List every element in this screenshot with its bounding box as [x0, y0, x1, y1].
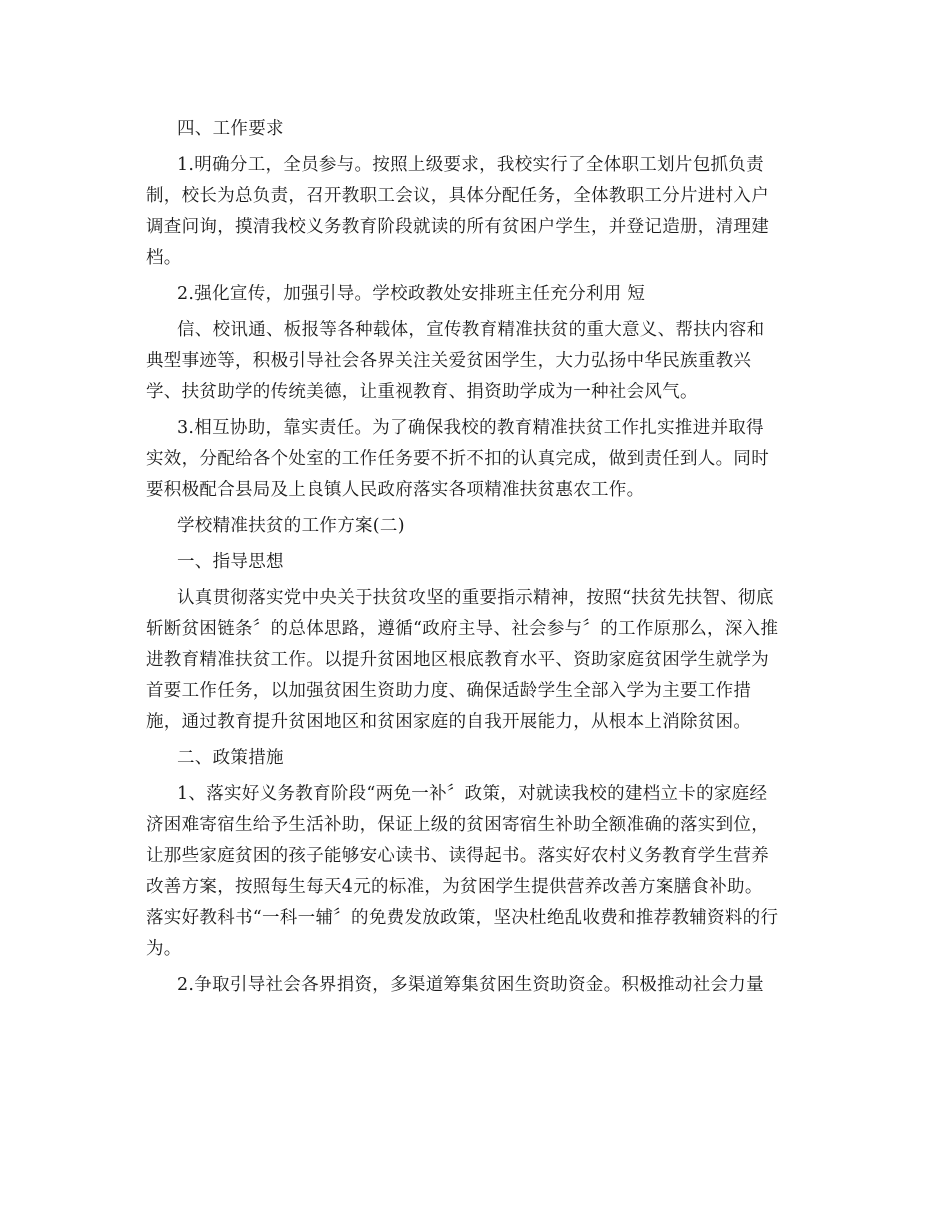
text-line: 落实好教科书“一科一辅〞的免费发放政策，坚决杜绝乱收费和推荐教辅资料的行 — [146, 908, 779, 928]
text-line: 首要工作任务，以加强贫困生资助力度、确保适龄学生全部入学为主要工作措 — [146, 681, 752, 701]
text-line: 学、扶贫助学的传统美德，让重视教育、捐资助学成为一种社会风气。 — [146, 382, 698, 402]
text-line: 学校精准扶贫的工作方案(二) — [177, 516, 405, 536]
text-line: 调查问询，摸清我校义务教育阶段就读的所有贫困户学生，并登记造册，清理建 — [146, 217, 769, 237]
text-line: 济困难寄宿生给予生活补助，保证上级的贫困寄宿生补助全额准确的落实到位， — [146, 815, 769, 835]
text-line: 进教育精准扶贫工作。以提升贫困地区根底教育水平、资助家庭贫困学生就学为 — [146, 650, 769, 670]
text-line: 斩断贫困链条〞的总体思路，遵循“政府主导、社会参与〞的工作原那么，深入推 — [146, 619, 779, 639]
text-line: 改善方案，按照每生每天4元的标准，为贫困学生提供营养改善方案膳食补助。 — [146, 877, 763, 897]
text-line: 四、工作要求 — [177, 119, 284, 139]
text-line: 2.争取引导社会各界捐资，多渠道筹集贫困生资助资金。积极推动社会力量 — [177, 975, 764, 995]
text-line: 1、落实好义务教育阶段“两免一补〞政策，对就读我校的建档立卡的家庭经 — [177, 784, 768, 804]
text-line: 施，通过教育提升贫困地区和贫困家庭的自我开展能力，从根本上消除贫困。 — [146, 712, 752, 732]
text-line: 为。 — [146, 939, 182, 959]
text-line: 认真贯彻落实党中央关于扶贫攻坚的重要指示精神，按照“扶贫先扶智、彻底 — [177, 588, 774, 608]
text-line: 3.相互协助，靠实责任。为了确保我校的教育精准扶贫工作扎实推进并取得 — [177, 418, 764, 438]
text-line: 典型事迹等，积极引导社会各界关注关爱贫困学生，大力弘扬中华民族重教兴 — [146, 351, 752, 371]
text-line: 档。 — [146, 248, 182, 268]
text-line: 1.明确分工，全员参与。按照上级要求，我校实行了全体职工划片包抓负责 — [177, 155, 764, 175]
text-line: 实效，分配给各个处室的工作任务要不折不扣的认真完成，做到责任到人。同时 — [146, 449, 769, 469]
text-line: 制，校长为总负责，召开教职工会议，具体分配任务，全体教职工分片进村入户 — [146, 186, 769, 206]
text-line: 一、指导思想 — [177, 552, 284, 572]
text-line: 二、政策措施 — [177, 748, 284, 768]
document-body — [146, 114, 806, 1001]
text-line: 让那些家庭贫困的孩子能够安心读书、读得起书。落实好农村义务教育学生营养 — [146, 846, 769, 866]
text-line: 要积极配合县局及上良镇人民政府落实各项精准扶贫惠农工作。 — [146, 480, 645, 500]
text-line: 2.强化宣传，加强引导。学校政教处安排班主任充分利用 短 — [177, 284, 646, 304]
text-line: 信、校讯通、板报等各种载体，宣传教育精准扶贫的重大意义、帮扶内容和 — [177, 320, 765, 340]
